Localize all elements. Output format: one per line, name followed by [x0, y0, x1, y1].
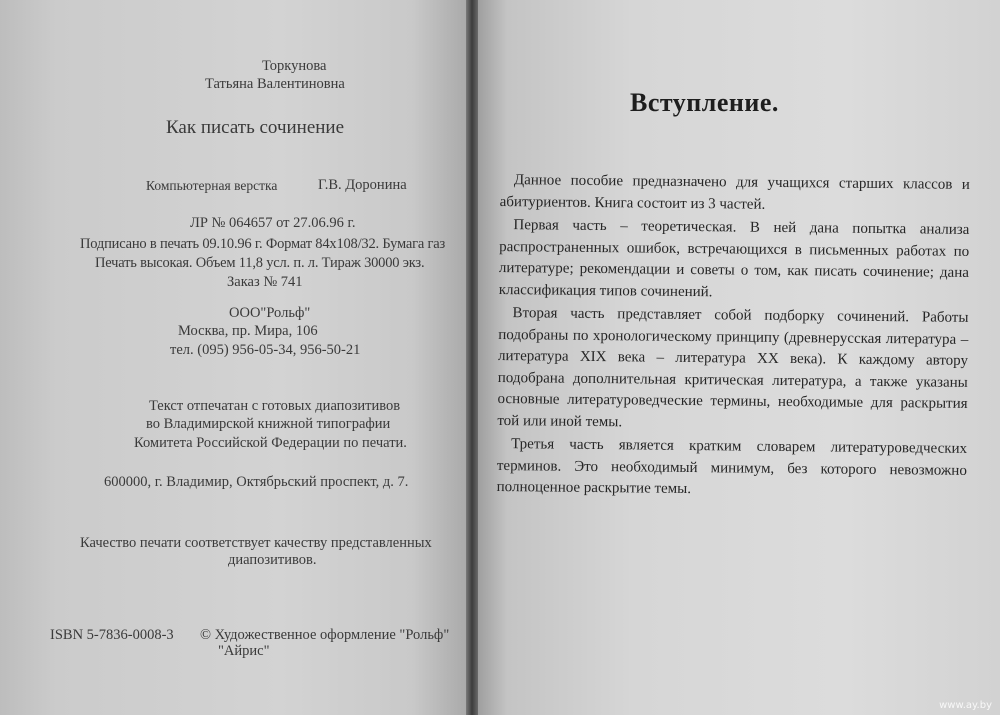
watermark: www.ay.by: [939, 700, 992, 711]
quality-line-1: Качество печати соответствует качеству представленных: [80, 535, 432, 551]
introduction-text: [497, 170, 970, 505]
printed-line-2: во Владимирской книжной типографии: [146, 416, 391, 432]
copyright-line-1: © Художественное оформление "Рольф": [200, 627, 450, 643]
isbn: ISBN 5-7836-0008-3: [50, 627, 174, 643]
copyright-line-2: "Айрис": [218, 643, 270, 659]
publisher-phone: тел. (095) 956-05-34, 956-50-21: [170, 342, 361, 358]
book-title: Как писать сочинение: [166, 117, 345, 138]
printed-line-1: Текст отпечатан с готовых диапозитивов: [149, 398, 401, 414]
paragraph-4: Третья часть является кратким словарем литературоведческих терминов. Это необходимый минимум, без которого невозможно полноценное раскрытие темы.: [496, 436, 968, 498]
press-address: 600000, г. Владимир, Октябрьский проспект, д. 7.: [104, 474, 409, 490]
publisher-name: ООО"Рольф": [229, 305, 311, 321]
author-name: Татьяна Валентиновна: [205, 76, 345, 92]
license-line: ЛР № 064657 от 27.06.96 г.: [190, 215, 356, 231]
signed-line: Подписано в печать 09.10.96 г. Формат 84x108/32. Бумага газ: [80, 236, 446, 252]
layout-label: Компьютерная верстка: [146, 178, 278, 193]
order-line: Заказ № 741: [227, 274, 303, 290]
paragraph-1: Данное пособие предназначено для учащихся старших классов и абитуриентов. Книга состоит из 3 частей.: [499, 172, 970, 213]
print-info-line: Печать высокая. Объем 11,8 усл. п. л. Тираж 30000 экз.: [95, 255, 425, 271]
author-surname: Торкунова: [262, 58, 327, 74]
paragraph-2: Первая часть – теоретическая. В ней дана попытка анализа распространенных ошибок, встречающихся в письменных работах по литературе; рекомендации и советы о том, как писать сочинение; дана классификация типов сочинений.: [498, 217, 970, 300]
printed-line-3: Комитета Российской Федерации по печати.: [134, 435, 407, 451]
quality-line-2: диапозитивов.: [228, 552, 317, 568]
layout-person: Г.В. Доронина: [318, 177, 407, 193]
page-heading: Вступление.: [630, 88, 779, 117]
book-gutter: [466, 0, 478, 715]
publisher-address: Москва, пр. Мира, 106: [178, 323, 318, 339]
paragraph-3: Вторая часть представляет собой подборку сочинений. Работы подобраны по хронологическому принципу (древнерусская литература – литература XIX века – литература XX века). К каждому автору подобрана дополнительная критическая литература, а также указаны основные литературоведческие термины, необходимые для раскрытия той или иной темы.: [497, 305, 969, 430]
